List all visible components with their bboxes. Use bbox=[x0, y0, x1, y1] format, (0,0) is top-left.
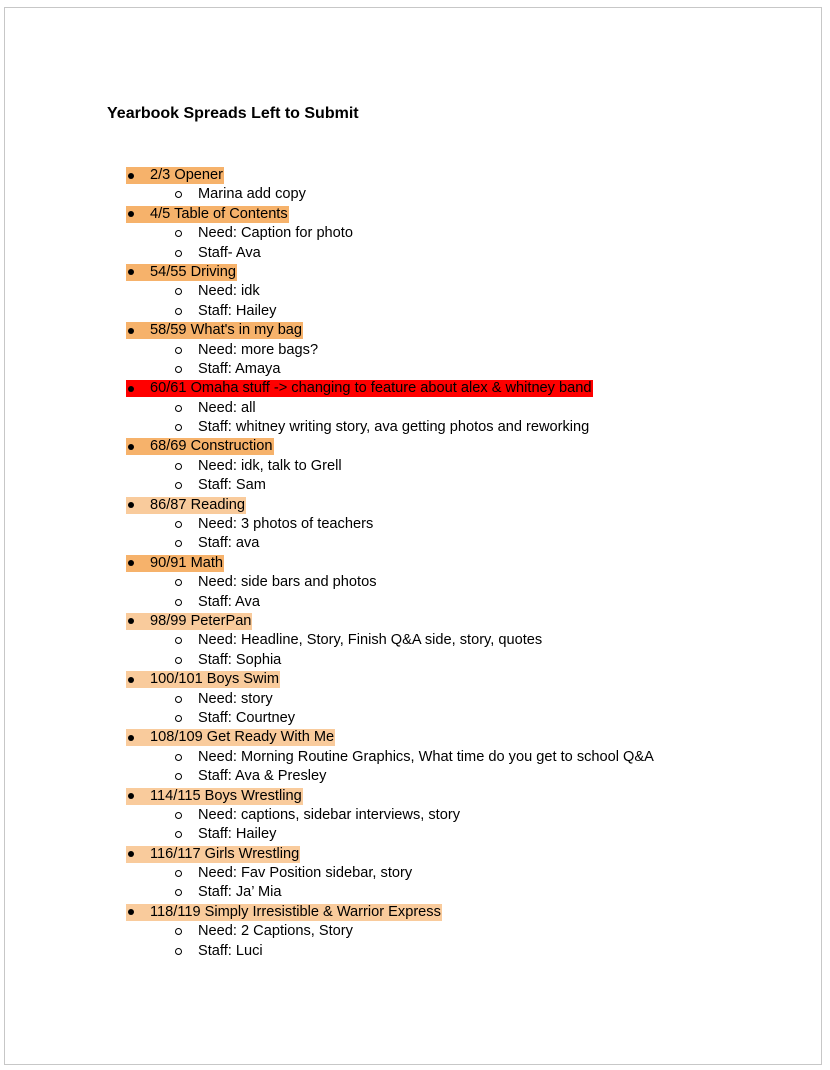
spread-label: 108/109 Get Ready With Me bbox=[150, 729, 335, 746]
spread-item bbox=[5, 496, 821, 515]
spread-item bbox=[5, 728, 821, 747]
hollow-bullet-icon bbox=[175, 870, 182, 877]
hollow-bullet-icon bbox=[175, 812, 182, 819]
spread-detail-text: Staff: Courtney bbox=[198, 709, 296, 726]
spread-detail bbox=[5, 864, 821, 883]
spread-detail bbox=[5, 282, 821, 301]
spread-label: 68/69 Construction bbox=[150, 438, 273, 455]
spread-detail bbox=[5, 185, 821, 204]
spread-detail-text: Need: idk, talk to Grell bbox=[198, 457, 342, 474]
spread-highlight bbox=[126, 206, 289, 223]
spread-detail-text: Marina add copy bbox=[198, 186, 306, 203]
spread-highlight bbox=[126, 167, 224, 184]
hollow-bullet-icon bbox=[175, 405, 182, 412]
filled-bullet-icon bbox=[126, 555, 148, 572]
spread-item bbox=[5, 166, 821, 185]
spread-label: 116/117 Girls Wrestling bbox=[150, 845, 300, 862]
spread-detail bbox=[5, 399, 821, 418]
spread-item bbox=[5, 845, 821, 864]
hollow-bullet-icon bbox=[175, 579, 182, 586]
spread-detail-text: Staff: Ja’ Mia bbox=[198, 884, 282, 901]
spread-detail-text: Need: Morning Routine Graphics, What time do you get to school Q&A bbox=[198, 748, 654, 765]
spread-item bbox=[5, 321, 821, 340]
hollow-bullet-icon bbox=[175, 657, 182, 664]
spread-detail bbox=[5, 767, 821, 786]
spread-detail-text: Need: story bbox=[198, 690, 273, 707]
spread-highlight bbox=[126, 904, 442, 921]
spread-label: 98/99 PeterPan bbox=[150, 612, 252, 629]
spread-highlight bbox=[126, 322, 303, 339]
spread-highlight bbox=[126, 846, 300, 863]
hollow-bullet-icon bbox=[175, 831, 182, 838]
spread-list bbox=[5, 166, 821, 961]
spread-label: 118/119 Simply Irresistible & Warrior Express bbox=[150, 903, 441, 920]
spread-detail-text: Need: Fav Position sidebar, story bbox=[198, 865, 413, 882]
filled-bullet-icon bbox=[126, 729, 148, 746]
filled-bullet-icon bbox=[126, 167, 148, 184]
hollow-bullet-icon bbox=[175, 482, 182, 489]
hollow-bullet-icon bbox=[175, 599, 182, 606]
spread-detail bbox=[5, 457, 821, 476]
spread-detail-text: Need: Headline, Story, Finish Q&A side, story, quotes bbox=[198, 632, 543, 649]
spread-detail bbox=[5, 651, 821, 670]
document-page bbox=[4, 7, 822, 1065]
spread-detail-text: Staff: Ava & Presley bbox=[198, 768, 327, 785]
hollow-bullet-icon bbox=[175, 366, 182, 373]
spread-detail bbox=[5, 922, 821, 941]
spread-highlight bbox=[126, 264, 237, 281]
spread-label: 2/3 Opener bbox=[150, 167, 224, 183]
spread-detail bbox=[5, 341, 821, 360]
spread-detail-text: Need: 2 Captions, Story bbox=[198, 923, 353, 940]
filled-bullet-icon bbox=[126, 264, 148, 281]
spread-detail bbox=[5, 476, 821, 495]
spread-detail-text: Staff: Hailey bbox=[198, 302, 277, 319]
spread-label: 60/61 Omaha stuff -> changing to feature about alex & whitney band bbox=[150, 380, 592, 397]
spread-detail-text: Staff: Sam bbox=[198, 477, 266, 494]
hollow-bullet-icon bbox=[175, 521, 182, 528]
spread-highlight bbox=[126, 380, 593, 397]
filled-bullet-icon bbox=[126, 438, 148, 455]
spread-detail bbox=[5, 631, 821, 650]
spread-highlight bbox=[126, 729, 335, 746]
spread-label: 114/115 Boys Wrestling bbox=[150, 787, 302, 804]
hollow-bullet-icon bbox=[175, 424, 182, 431]
spread-detail-text: Need: all bbox=[198, 399, 256, 416]
filled-bullet-icon bbox=[126, 613, 148, 630]
spread-detail bbox=[5, 593, 821, 612]
spread-detail-text: Need: side bars and photos bbox=[198, 574, 377, 591]
spread-highlight bbox=[126, 555, 224, 572]
hollow-bullet-icon bbox=[175, 928, 182, 935]
spread-detail-text: Need: more bags? bbox=[198, 341, 319, 358]
spread-detail-text: Staff: Ava bbox=[198, 593, 260, 610]
filled-bullet-icon bbox=[126, 846, 148, 863]
spread-item bbox=[5, 612, 821, 631]
spread-detail bbox=[5, 806, 821, 825]
spread-label: 86/87 Reading bbox=[150, 496, 245, 513]
spread-detail bbox=[5, 748, 821, 767]
spread-detail bbox=[5, 942, 821, 961]
spread-detail-text: Need: Caption for photo bbox=[198, 225, 353, 242]
hollow-bullet-icon bbox=[175, 715, 182, 722]
spread-item bbox=[5, 379, 821, 398]
spread-detail bbox=[5, 534, 821, 553]
hollow-bullet-icon bbox=[175, 250, 182, 257]
hollow-bullet-icon bbox=[175, 230, 182, 237]
spread-item bbox=[5, 263, 821, 282]
spread-item bbox=[5, 903, 821, 922]
document-title: Yearbook Spreads Left to Submit bbox=[107, 105, 359, 122]
spread-detail-text: Need: idk bbox=[198, 283, 260, 300]
spread-item bbox=[5, 670, 821, 689]
spread-detail-text: Staff: Amaya bbox=[198, 360, 281, 377]
spread-detail bbox=[5, 302, 821, 321]
spread-item bbox=[5, 787, 821, 806]
spread-label: 54/55 Driving bbox=[150, 263, 236, 280]
spread-detail-text: Need: 3 photos of teachers bbox=[198, 516, 374, 533]
filled-bullet-icon bbox=[126, 322, 148, 339]
filled-bullet-icon bbox=[126, 671, 148, 688]
spread-label: 4/5 Table of Contents bbox=[150, 205, 288, 222]
spread-detail bbox=[5, 360, 821, 379]
spread-label: 58/59 What's in my bag bbox=[150, 322, 303, 339]
hollow-bullet-icon bbox=[175, 637, 182, 644]
spread-item bbox=[5, 554, 821, 573]
spread-detail bbox=[5, 709, 821, 728]
hollow-bullet-icon bbox=[175, 773, 182, 780]
filled-bullet-icon bbox=[126, 206, 148, 223]
spread-detail-text: Staff: Sophia bbox=[198, 651, 282, 668]
filled-bullet-icon bbox=[126, 904, 148, 921]
spread-label: 100/101 Boys Swim bbox=[150, 671, 279, 688]
filled-bullet-icon bbox=[126, 788, 148, 805]
spread-detail bbox=[5, 825, 821, 844]
spread-detail-text: Need: captions, sidebar interviews, story bbox=[198, 806, 460, 823]
hollow-bullet-icon bbox=[175, 540, 182, 547]
hollow-bullet-icon bbox=[175, 463, 182, 470]
spread-detail-text: Staff: Hailey bbox=[198, 826, 277, 843]
hollow-bullet-icon bbox=[175, 288, 182, 295]
spread-highlight bbox=[126, 671, 280, 688]
filled-bullet-icon bbox=[126, 497, 148, 514]
hollow-bullet-icon bbox=[175, 347, 182, 354]
spread-highlight bbox=[126, 438, 274, 455]
hollow-bullet-icon bbox=[175, 191, 182, 198]
filled-bullet-icon bbox=[126, 380, 148, 397]
hollow-bullet-icon bbox=[175, 754, 182, 761]
spread-detail bbox=[5, 418, 821, 437]
spread-item bbox=[5, 205, 821, 224]
spread-detail bbox=[5, 224, 821, 243]
spread-detail-text: Staff- Ava bbox=[198, 244, 261, 261]
spread-detail bbox=[5, 573, 821, 592]
spread-detail bbox=[5, 515, 821, 534]
spread-item bbox=[5, 437, 821, 456]
hollow-bullet-icon bbox=[175, 308, 182, 315]
hollow-bullet-icon bbox=[175, 948, 182, 955]
spread-highlight bbox=[126, 788, 303, 805]
hollow-bullet-icon bbox=[175, 889, 182, 896]
spread-detail-text: Staff: Luci bbox=[198, 942, 263, 959]
spread-detail bbox=[5, 244, 821, 263]
spread-detail-text: Staff: ava bbox=[198, 535, 260, 552]
hollow-bullet-icon bbox=[175, 696, 182, 703]
spread-highlight bbox=[126, 497, 246, 514]
spread-label: 90/91 Math bbox=[150, 554, 224, 571]
spread-highlight bbox=[126, 613, 252, 630]
spread-detail-text: Staff: whitney writing story, ava getting photos and reworking bbox=[198, 419, 590, 436]
spread-detail bbox=[5, 690, 821, 709]
spread-detail bbox=[5, 883, 821, 902]
